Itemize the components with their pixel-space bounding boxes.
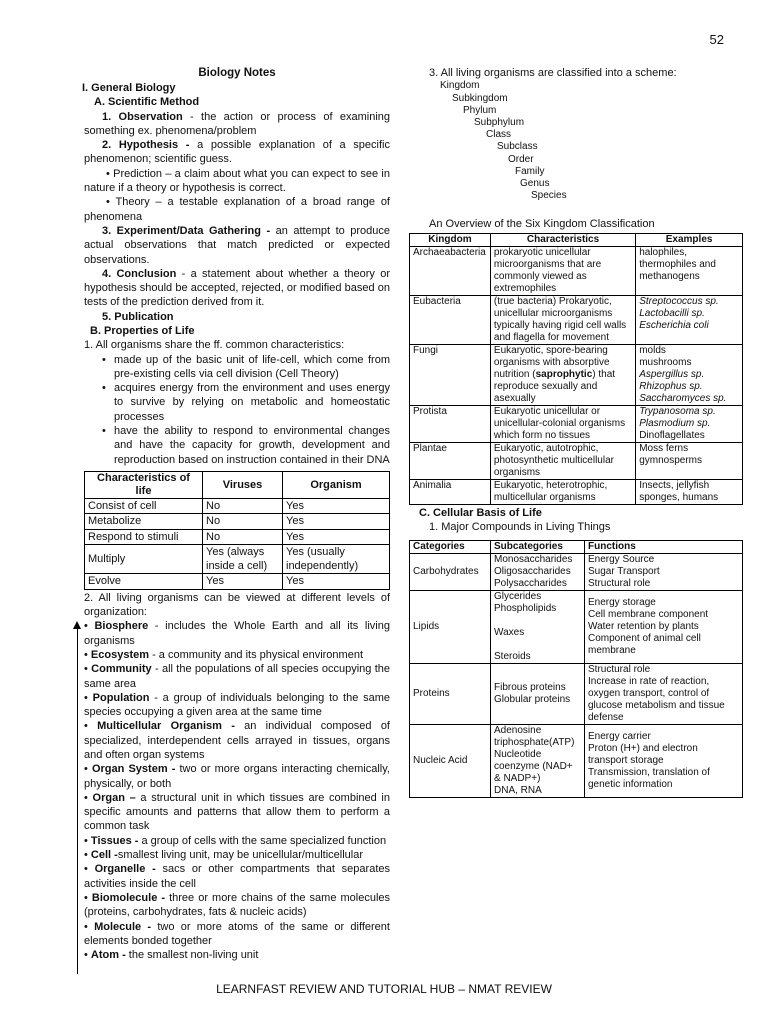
table-row: [85, 514, 390, 529]
subcategory-item: Oligosaccharides: [494, 566, 571, 578]
list-item: • Biosphere - includes the Whole Earth and all its living organisms: [84, 620, 390, 647]
page-footer: LEARNFAST REVIEW AND TUTORIAL HUB – NMAT REVIEW: [216, 982, 552, 996]
section-scientific-method: A. Scientific Method: [94, 96, 200, 109]
table-row: [410, 405, 743, 442]
table-cell: Fungi: [410, 344, 491, 405]
experiment-text: an attempt to produce actual observations that match predicted or expected observations.: [84, 224, 390, 266]
hierarchy-level: Phylum: [463, 104, 497, 116]
function-item: Structural role: [588, 664, 651, 676]
table-row: [85, 574, 390, 589]
level-term: Community: [91, 663, 152, 676]
table-header: Examples: [636, 233, 743, 246]
table-cell: Plantae: [410, 442, 491, 479]
left-column: [84, 66, 390, 962]
experiment-paragraph: [84, 224, 390, 267]
table-cell: Animalia: [410, 479, 491, 504]
compounds-intro: 1. Major Compounds in Living Things: [429, 520, 611, 533]
table-row: [410, 295, 743, 344]
share-intro: 1. All organisms share the ff. common characteristics:: [84, 339, 345, 352]
page-title: Biology Notes: [198, 67, 276, 79]
list-item: • have the ability to respond to environmental changes and have the capacity for growth, development and reproduction based on instruction contained in their DNA: [102, 424, 390, 467]
list-item: • Community - all the populations of all species occupying the same area: [84, 663, 390, 690]
experiment-term: 3. Experiment/Data Gathering -: [102, 224, 271, 237]
function-item: Transmission, translation of genetic information: [588, 767, 710, 791]
level-text: - includes the Whole Earth and all its living organisms: [84, 620, 390, 647]
right-column: [409, 66, 743, 798]
subcategory-item: Monosaccharides: [494, 554, 573, 566]
table-cell: Protista: [410, 405, 491, 442]
table-cell: [636, 295, 743, 344]
example-item: Aspergillus sp.: [639, 368, 705, 380]
cell-text-bold: saprophytic: [535, 368, 593, 380]
level-text: - a community and its physical environment: [149, 648, 363, 661]
table-row: [85, 529, 390, 544]
subcategory-item: Polysaccharides: [494, 578, 567, 590]
table-cell: Evolve: [85, 574, 203, 589]
subcategory-item: Phospholipids: [494, 603, 557, 615]
table-row: [410, 479, 743, 504]
hierarchy-level: Family: [515, 165, 545, 177]
table-header: Kingdom: [410, 233, 491, 246]
function-item: Energy Source: [588, 554, 655, 566]
level-term: Biosphere: [94, 620, 149, 633]
example-item: molds: [639, 344, 666, 356]
subcategory-item: Adenosine triphosphate(ATP): [494, 725, 575, 749]
table-cell: prokaryotic unicellular microorganisms that are commonly viewed as extremophiles: [490, 246, 635, 295]
example-item: Plasmodium sp.: [639, 417, 711, 429]
subcategory-item: DNA, RNA: [494, 785, 542, 797]
hierarchy-level: Class: [486, 129, 512, 141]
level-term: Molecule -: [94, 920, 152, 933]
level-text: sacs or other compartments that separates activities inside the cell: [84, 863, 390, 890]
table-cell: [491, 664, 585, 725]
table-header: Characteristics: [490, 233, 635, 246]
table-cell: [585, 591, 743, 664]
conclusion-term: 4. Conclusion: [102, 267, 177, 280]
table-row: [410, 664, 743, 725]
level-term: Multicellular Organism -: [97, 720, 235, 733]
conclusion-paragraph: [84, 267, 390, 310]
table-row: [410, 344, 743, 405]
table-cell: Eukaryotic, heterotrophic, multicellular organisms: [490, 479, 635, 504]
level-text: smallest living unit, may be unicellular/multicellular: [117, 849, 363, 862]
subcategory-item: Nucleotide coenzyme (NAD+ & NADP+): [494, 749, 573, 785]
section-cellular-basis: C. Cellular Basis of Life: [419, 506, 542, 519]
list-item: • Biomolecule - three or more chains of the same molecules (proteins, carbohydrates, fats & nucleic acids): [84, 891, 391, 919]
level-term: Organ –: [92, 791, 136, 804]
table-cell: Yes: [283, 529, 390, 544]
list-item: • made up of the basic unit of life-cell, which come from pre-existing cells via cell division (Cell Theory): [102, 353, 390, 382]
observation-term: 1. Observation: [102, 110, 183, 123]
table-cell: Consist of cell: [85, 498, 203, 513]
level-text: a structural unit in which tissues are combined in specific amounts and patterns that allow them to perform a common task: [84, 791, 390, 833]
list-item: • Organ System - two or more organs interacting chemically, physically, or both: [84, 763, 390, 790]
function-item: Water retention by plants: [588, 621, 699, 633]
list-item: • Multicellular Organism - an individual composed of specialized, interdependent cells arrayed in tissues, organs and often organ systems: [84, 720, 390, 761]
theory-paragraph: • Theory – a testable explanation of a broad range of phenomena: [84, 196, 390, 223]
table-cell: Metabolize: [85, 514, 203, 529]
table-cell: Eubacteria: [410, 295, 491, 344]
level-term: Atom -: [90, 949, 126, 962]
table-cell: Yes: [283, 514, 390, 529]
table-cell: [585, 664, 743, 725]
hypothesis-term: 2. Hypothesis -: [102, 139, 190, 152]
function-item: Energy carrier: [588, 731, 651, 743]
function-item: Structural role: [588, 578, 651, 590]
level-term: Organelle -: [94, 863, 156, 876]
example-item: Saccharomyces sp.: [639, 392, 727, 404]
level-term: Tissues -: [90, 834, 139, 847]
subcategory-item: Waxes: [494, 627, 525, 639]
kingdom-table-title: An Overview of the Six Kingdom Classification: [429, 218, 655, 231]
list-item: • Molecule - two or more atoms of the same or different elements bonded together: [84, 920, 390, 947]
example-item: Lactobacilli sp.: [639, 307, 705, 319]
compounds-table: [409, 540, 743, 798]
function-item: Energy storage: [588, 597, 656, 609]
table-header: Subcategories: [491, 541, 585, 554]
table-cell: [585, 725, 743, 798]
table-cell: No: [203, 498, 283, 513]
table-row: [410, 591, 743, 664]
table-cell: Carbohydrates: [410, 554, 491, 591]
table-cell: halophiles, thermophiles and methanogens: [636, 246, 743, 295]
table-header: Categories: [410, 541, 491, 554]
table-cell: Archaeabacteria: [410, 246, 491, 295]
example-item: Dinoflagellates: [639, 429, 705, 441]
page-number: 52: [709, 32, 724, 47]
table-header: Functions: [585, 541, 743, 554]
hypothesis-text: a possible explanation of a specific phenomenon; scientific guess.: [84, 139, 390, 166]
table-cell: (true bacteria) Prokaryotic, unicellular microorganisms typically having rigid cell walls and flagella for movement: [490, 295, 635, 344]
function-item: Component of animal cell membrane: [588, 633, 701, 657]
table-cell: [585, 554, 743, 591]
conclusion-text: - a statement about whether a theory or hypothesis should be accepted, rejected, or modified based on tests of the prediction derived from it.: [84, 267, 390, 309]
hierarchy-level: Subphylum: [474, 116, 525, 128]
level-text: two or more organs interacting chemically, physically, or both: [84, 763, 390, 790]
cell-text: ) that reproduce sexually and asexually: [493, 368, 616, 404]
hierarchy-level: Subkingdom: [452, 92, 508, 104]
table-cell: [636, 405, 743, 442]
table-cell: Yes: [203, 574, 283, 589]
function-item: Cell membrane component: [588, 609, 709, 621]
level-term: Population: [92, 691, 150, 704]
list-item: • Tissues - a group of cells with the same specialized function: [84, 834, 387, 847]
level-term: Biomolecule -: [91, 891, 166, 904]
table-cell: Nucleic Acid: [410, 725, 491, 798]
level-text: the smallest non-living unit: [125, 949, 259, 962]
level-text: a group of cells with the same specialized function: [138, 834, 387, 847]
table-cell: Insects, jellyfish sponges, humans: [636, 479, 743, 504]
list-item: • Cell -smallest living unit, may be unicellular/multicellular: [84, 849, 363, 862]
scheme-intro: 3. All living organisms are classified into a scheme:: [429, 67, 677, 79]
example-item: Trypanosoma sp.: [639, 405, 716, 417]
hypothesis-paragraph: [84, 138, 390, 167]
subcategory-item: Glycerides: [494, 591, 542, 603]
table-row: [410, 442, 743, 479]
list-item: • Atom - the smallest non-living unit: [84, 949, 259, 962]
observation-paragraph: [84, 110, 390, 139]
hierarchy-level: Subclass: [497, 141, 538, 153]
table-cell: Respond to stimuli: [85, 529, 203, 544]
hierarchy-level: Order: [508, 153, 534, 165]
table-row: [410, 554, 743, 591]
level-text: an individual composed of specialized, interdependent cells arrayed in tissues, organs and often organ systems: [84, 720, 390, 761]
function-item: Sugar Transport: [588, 566, 660, 578]
table-cell: Yes (usually independently): [283, 544, 390, 574]
level-text: - all the populations of all species occupying the same area: [84, 663, 390, 690]
level-term: Ecosystem: [90, 648, 150, 661]
list-item: • acquires energy from the environment and uses energy to survive by relying on metabolic and homeostatic processes: [102, 381, 390, 424]
example-item: Rhizophus sp.: [639, 380, 703, 392]
levels-arrow-line: [77, 626, 78, 974]
table-cell: Moss ferns gymnosperms: [636, 442, 743, 479]
example-item: Escherichia coli: [639, 319, 709, 331]
table-cell: Lipids: [410, 591, 491, 664]
example-item: mushrooms: [639, 356, 692, 368]
table-cell: [490, 344, 635, 405]
subcategory-item: Steroids: [494, 651, 531, 663]
table-row: [410, 246, 743, 295]
life-characteristics-table: [84, 471, 390, 590]
classification-hierarchy: [409, 80, 743, 202]
table-row: [85, 498, 390, 513]
table-row: [410, 725, 743, 798]
table-cell: Eukaryotic unicellular or unicellular-colonial organisms which form no tissues: [490, 405, 635, 442]
list-item: • Ecosystem - a community and its physical environment: [84, 648, 363, 661]
table-cell: [491, 591, 585, 664]
table-cell: [491, 554, 585, 591]
hierarchy-level: Genus: [520, 177, 550, 189]
subcategory-item: Fibrous proteins: [494, 682, 566, 694]
table-cell: No: [203, 514, 283, 529]
subcategory-item: Globular proteins: [494, 694, 571, 706]
table-cell: Eukaryotic, autotrophic, photosynthetic multicellular organisms: [490, 442, 635, 479]
spacer: [494, 639, 581, 651]
function-item: Proton (H+) and electron transport storage: [588, 743, 698, 767]
table-cell: Yes (always inside a cell): [203, 544, 283, 574]
level-term: Cell -: [90, 849, 118, 862]
spacer: [494, 615, 581, 627]
table-cell: Multiply: [85, 544, 203, 574]
publication-heading: 5. Publication: [102, 310, 174, 323]
section-general-biology: I. General Biology: [82, 81, 176, 94]
function-item: Increase in rate of reaction, oxygen transport, control of glucose metabolism and tissue defense: [588, 676, 725, 724]
observation-text: - the action or process of examining something ex. phenomena/problem: [84, 110, 390, 137]
kingdom-table: [409, 233, 743, 505]
table-header: Characteristics of life: [85, 471, 203, 498]
hierarchy-level: Species: [531, 190, 567, 202]
levels-intro: 2. All living organisms can be viewed at different levels of organization:: [84, 591, 390, 619]
table-cell: No: [203, 529, 283, 544]
table-cell: Yes: [283, 574, 390, 589]
level-term: Organ System -: [91, 763, 176, 776]
characteristics-list: [84, 353, 390, 467]
table-row: [85, 544, 390, 574]
section-properties-of-life: B. Properties of Life: [90, 324, 195, 337]
level-text: two or more atoms of the same or different elements bonded together: [84, 920, 390, 947]
hierarchy-level: Kingdom: [440, 80, 480, 92]
table-header: Viruses: [203, 471, 283, 498]
level-text: three or more chains of the same molecules (proteins, carbohydrates, fats & nucleic acids): [84, 891, 391, 919]
list-item: • Organelle - sacs or other compartments that separates activities inside the cell: [84, 863, 390, 890]
level-text: - a group of individuals belonging to the same species occupying a given area at the same time: [84, 691, 390, 719]
table-cell: [491, 725, 585, 798]
table-cell: Proteins: [410, 664, 491, 725]
example-item: Streptococcus sp.: [639, 295, 719, 307]
table-header: Organism: [283, 471, 390, 498]
list-item: • Population - a group of individuals belonging to the same species occupying a given area at the same time: [84, 691, 390, 719]
list-item: • Organ – a structural unit in which tissues are combined in specific amounts and patterns that allow them to perform a common task: [84, 791, 390, 833]
levels-list: [84, 619, 390, 962]
prediction-paragraph: • Prediction – a claim about what you can expect to see in nature if a theory or hypothesis is correct.: [84, 167, 390, 195]
table-cell: Yes: [283, 498, 390, 513]
table-cell: [636, 344, 743, 405]
cell-text: Eukaryotic, spore-bearing organisms with absorptive nutrition (: [493, 344, 610, 380]
